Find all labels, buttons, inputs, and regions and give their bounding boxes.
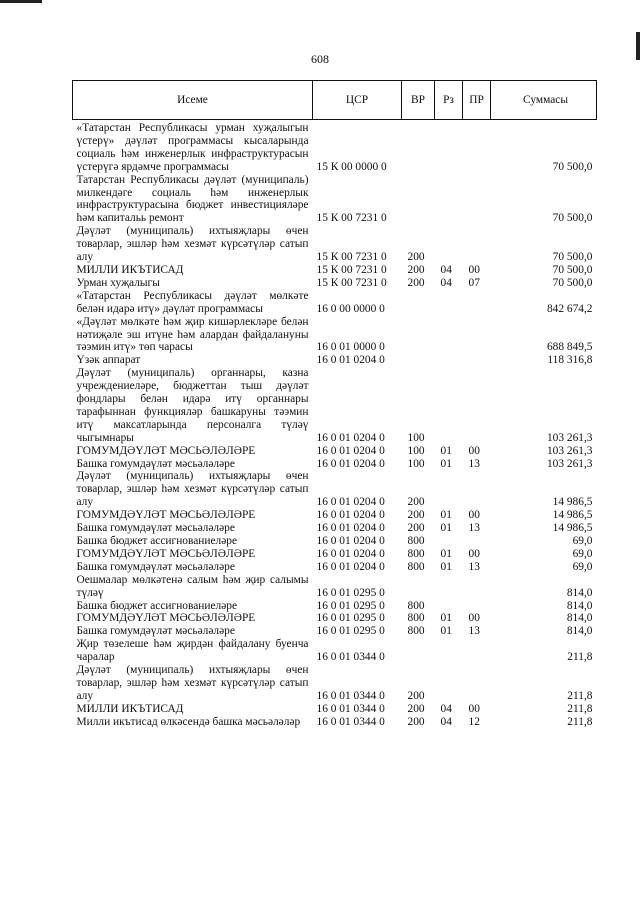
table-row bbox=[73, 290, 597, 316]
cell-vr: 200 bbox=[407, 522, 425, 535]
cell-name: Дәүләт (муниципаль) ихтыяҗлары өчен товарлар, эшләр һәм хезмәт күрсәтүләр сатып алу bbox=[76, 470, 309, 509]
cell-pr: 00 bbox=[468, 263, 480, 276]
cell-name: «Татарстан Республикасы дәүләт мөлкәте белән идарә итү» дәүләт программасы bbox=[76, 289, 309, 315]
cell-csr: 16 0 01 0344 0 bbox=[316, 715, 385, 728]
table-row bbox=[73, 225, 597, 264]
cell-sum: 118 316,8 bbox=[547, 354, 593, 367]
cell-rz bbox=[435, 535, 463, 548]
cell-sum: 69,0 bbox=[572, 547, 593, 560]
cell-pr bbox=[463, 174, 491, 226]
cell-pr bbox=[463, 290, 491, 316]
table-row bbox=[73, 354, 597, 367]
cell-csr: 16 0 01 0344 0 bbox=[316, 689, 385, 702]
cell-rz: 01 bbox=[440, 444, 452, 457]
cell-sum: 103 261,3 bbox=[546, 457, 593, 470]
cell-vr bbox=[402, 290, 435, 316]
cell-name: Башка гомумдәүләт мәсьәләләре bbox=[76, 522, 235, 535]
table-row bbox=[73, 638, 597, 664]
cell-sum: 211,8 bbox=[567, 702, 593, 715]
cell-rz bbox=[435, 174, 463, 226]
table-row bbox=[73, 264, 597, 277]
cell-pr: 00 bbox=[468, 509, 480, 522]
cell-vr: 200 bbox=[407, 702, 425, 715]
cell-csr: 16 0 01 0000 0 bbox=[316, 341, 385, 354]
cell-rz: 04 bbox=[440, 263, 452, 276]
cell-name: Дәүләт (муниципаль) ихтыяҗлары өчен товарлар, эшләр һәм хезмәт күрсәтүләр сатып алу bbox=[76, 664, 309, 702]
cell-sum: 103 261,3 bbox=[546, 431, 593, 444]
cell-rz bbox=[435, 638, 463, 664]
cell-vr bbox=[402, 316, 435, 355]
cell-pr: 13 bbox=[468, 560, 480, 573]
cell-rz bbox=[435, 316, 463, 355]
cell-vr: 800 bbox=[407, 560, 425, 573]
cell-vr: 200 bbox=[407, 509, 425, 522]
cell-name: «Татарстан Республикасы урман хуҗалыгын үстерү» дәүләт программасы кысаларында социаль һәм инженерлык инфраструктурасын үстерүгә ярдәмче программасы bbox=[76, 122, 309, 173]
cell-rz: 01 bbox=[440, 612, 452, 625]
cell-pr: 12 bbox=[468, 715, 480, 728]
cell-csr: 16 0 01 0295 0 bbox=[316, 599, 385, 612]
cell-csr: 16 0 01 0344 0 bbox=[316, 702, 385, 715]
cell-vr bbox=[402, 120, 435, 174]
table-row bbox=[73, 548, 597, 561]
header-csr: ЦСР bbox=[313, 81, 402, 120]
cell-vr: 800 bbox=[407, 535, 425, 547]
cell-csr: 15 К 00 7231 0 bbox=[316, 263, 387, 276]
cell-name: МИЛЛИ ИКЪТИСАД bbox=[76, 702, 184, 715]
cell-pr bbox=[463, 664, 491, 703]
table-row bbox=[73, 522, 597, 535]
cell-name: Дәүләт (муниципаль) органнары, казна учреждениеләре, бюджеттан тыш дәүләт фондлары белән идарә итү органнары тарафыннан функцияләр башкаруны тәэмин итү максатларында персоналга түләү чыгымнары bbox=[76, 367, 309, 444]
cell-csr: 16 0 01 0344 0 bbox=[316, 651, 385, 664]
table-row bbox=[73, 277, 597, 290]
header-sum: Суммасы bbox=[491, 81, 597, 120]
scan-corner-mark bbox=[0, 0, 42, 3]
cell-pr: 07 bbox=[468, 276, 480, 289]
cell-vr: 800 bbox=[407, 625, 425, 638]
cell-csr: 16 0 01 0204 0 bbox=[316, 496, 385, 509]
cell-name: «Дәүләт мөлкәте һәм җир кишәрлекләре белән нәтиҗәле эш итүне һәм алардан файдалануны тәэмин итү» төп чарасы bbox=[76, 315, 309, 354]
cell-sum: 70 500,0 bbox=[552, 251, 593, 264]
cell-csr: 15 К 00 7231 0 bbox=[316, 251, 387, 264]
cell-rz: 04 bbox=[440, 715, 452, 728]
table-row bbox=[73, 316, 597, 355]
page-number: 608 bbox=[311, 52, 329, 66]
cell-pr bbox=[463, 120, 491, 174]
cell-rz: 01 bbox=[440, 509, 452, 522]
cell-vr bbox=[402, 174, 435, 226]
cell-rz bbox=[435, 225, 463, 264]
cell-csr: 16 0 01 0295 0 bbox=[316, 625, 385, 638]
cell-name: Җир төзелеше һәм җирдән файдалану буенча чаралар bbox=[76, 638, 309, 664]
cell-name: ГОМУМДӘҮЛӘТ МӘСЬӘЛӘЛӘРЕ bbox=[76, 612, 256, 625]
cell-rz bbox=[435, 664, 463, 703]
cell-pr bbox=[463, 638, 491, 664]
cell-rz: 01 bbox=[440, 547, 452, 560]
budget-table bbox=[72, 80, 597, 729]
cell-rz bbox=[435, 574, 463, 600]
cell-name: Башка гомумдәүләт мәсьәләләре bbox=[76, 457, 235, 470]
cell-name: Башка бюджет ассигнованиеләре bbox=[76, 535, 238, 547]
cell-rz bbox=[435, 290, 463, 316]
cell-sum: 69,0 bbox=[572, 535, 593, 547]
cell-sum: 14 986,5 bbox=[552, 509, 593, 522]
cell-csr: 16 0 01 0204 0 bbox=[316, 354, 385, 367]
cell-pr: 13 bbox=[468, 522, 480, 535]
cell-pr: 00 bbox=[468, 612, 480, 625]
cell-vr: 200 bbox=[407, 715, 425, 728]
cell-rz bbox=[435, 600, 463, 613]
header-name: Исеме bbox=[73, 81, 313, 120]
cell-sum: 70 500,0 bbox=[552, 212, 593, 225]
cell-vr: 800 bbox=[407, 547, 425, 560]
cell-rz: 04 bbox=[440, 702, 452, 715]
cell-sum: 69,0 bbox=[572, 560, 593, 573]
cell-csr: 16 0 01 0295 0 bbox=[316, 612, 385, 625]
cell-csr: 16 0 01 0204 0 bbox=[316, 444, 385, 457]
table-row bbox=[73, 716, 597, 729]
cell-sum: 14 986,5 bbox=[552, 522, 593, 535]
cell-sum: 842 674,2 bbox=[546, 302, 593, 315]
table-row bbox=[73, 600, 597, 613]
cell-pr bbox=[463, 225, 491, 264]
cell-name: Башка бюджет ассигнованиеләре bbox=[76, 599, 238, 612]
cell-sum: 211,8 bbox=[567, 689, 593, 702]
cell-vr bbox=[402, 638, 435, 664]
cell-sum: 814,0 bbox=[566, 612, 593, 625]
header-rz: Рз bbox=[435, 81, 463, 120]
cell-pr bbox=[463, 535, 491, 548]
cell-name: ГОМУМДӘҮЛӘТ МӘСЬӘЛӘЛӘРЕ bbox=[76, 444, 256, 457]
cell-name: ГОМУМДӘҮЛӘТ МӘСЬӘЛӘЛӘРЕ bbox=[76, 509, 256, 522]
cell-csr: 15 К 00 0000 0 bbox=[316, 160, 387, 173]
table-row bbox=[73, 509, 597, 522]
cell-sum: 814,0 bbox=[566, 599, 593, 612]
table-row bbox=[73, 367, 597, 444]
cell-vr: 100 bbox=[407, 431, 425, 444]
table-row bbox=[73, 445, 597, 458]
cell-csr: 16 0 01 0204 0 bbox=[316, 522, 385, 535]
cell-sum: 70 500,0 bbox=[552, 160, 593, 173]
cell-rz bbox=[435, 470, 463, 509]
cell-pr: 00 bbox=[468, 444, 480, 457]
cell-sum: 103 261,3 bbox=[546, 444, 593, 457]
cell-csr: 16 0 01 0295 0 bbox=[316, 586, 385, 599]
cell-csr: 15 К 00 7231 0 bbox=[316, 276, 387, 289]
table-row bbox=[73, 470, 597, 509]
cell-sum: 70 500,0 bbox=[552, 263, 593, 276]
table-row bbox=[73, 612, 597, 625]
cell-pr bbox=[463, 354, 491, 367]
cell-name: Татарстан Республикасы дәүләт (муниципаль) милкендәге социаль һәм инженерлык инфраструктурасына бюджет инвестицияләре һәм капитальь ремонт bbox=[76, 173, 309, 225]
cell-csr: 16 0 01 0204 0 bbox=[316, 547, 385, 560]
table-row bbox=[73, 120, 597, 174]
cell-pr bbox=[463, 600, 491, 613]
cell-vr: 200 bbox=[407, 251, 425, 264]
cell-pr: 00 bbox=[468, 547, 480, 560]
cell-sum: 814,0 bbox=[566, 586, 593, 599]
cell-rz: 01 bbox=[440, 522, 452, 535]
cell-rz: 01 bbox=[440, 457, 452, 470]
cell-rz: 01 bbox=[440, 560, 452, 573]
table-row bbox=[73, 458, 597, 471]
cell-vr: 100 bbox=[407, 444, 425, 457]
cell-vr: 200 bbox=[407, 496, 425, 509]
cell-rz: 04 bbox=[440, 276, 452, 289]
cell-sum: 14 986,5 bbox=[552, 496, 593, 509]
cell-pr bbox=[463, 470, 491, 509]
cell-vr bbox=[402, 354, 435, 367]
table-row bbox=[73, 664, 597, 703]
cell-name: МИЛЛИ ИКЪТИСАД bbox=[76, 263, 184, 276]
table-row bbox=[73, 574, 597, 600]
cell-sum: 70 500,0 bbox=[552, 276, 593, 289]
cell-name: Башка гомумдәүләт мәсьәләләре bbox=[76, 560, 235, 573]
cell-rz bbox=[435, 354, 463, 367]
cell-vr: 200 bbox=[407, 276, 425, 289]
cell-name: Башка гомумдәүләт мәсьәләләре bbox=[76, 625, 235, 638]
cell-vr: 800 bbox=[407, 599, 425, 612]
cell-pr: 00 bbox=[468, 702, 480, 715]
header-vr: ВР bbox=[402, 81, 435, 120]
cell-vr: 800 bbox=[407, 612, 425, 625]
cell-csr: 16 0 01 0204 0 bbox=[316, 535, 385, 547]
cell-rz bbox=[435, 367, 463, 444]
cell-pr bbox=[463, 367, 491, 444]
cell-vr bbox=[402, 574, 435, 600]
cell-csr: 16 0 01 0204 0 bbox=[316, 457, 385, 470]
cell-pr bbox=[463, 316, 491, 355]
cell-pr: 13 bbox=[468, 457, 480, 470]
cell-name: Милли икътисад өлкәсендә башка мәсьәләләр bbox=[76, 715, 301, 728]
cell-pr: 13 bbox=[468, 625, 480, 638]
cell-name: Урман хуҗалыгы bbox=[76, 276, 160, 289]
cell-csr: 16 0 01 0204 0 bbox=[316, 431, 385, 444]
header-pr: ПР bbox=[463, 81, 491, 120]
cell-vr: 200 bbox=[407, 263, 425, 276]
cell-csr: 16 0 00 0000 0 bbox=[316, 302, 385, 315]
cell-rz: 01 bbox=[440, 625, 452, 638]
cell-pr bbox=[463, 574, 491, 600]
cell-csr: 15 К 00 7231 0 bbox=[316, 212, 387, 225]
cell-sum: 688 849,5 bbox=[546, 341, 593, 354]
cell-name: Оешмалар мөлкәтенә салым һәм җир салымы түләү bbox=[76, 573, 309, 599]
cell-sum: 814,0 bbox=[566, 625, 593, 638]
table-row bbox=[73, 703, 597, 716]
table-header-row bbox=[73, 81, 597, 120]
table-row bbox=[73, 535, 597, 548]
table-row bbox=[73, 625, 597, 638]
cell-name: Дәүләт (муниципаль) ихтыяҗлары өчен товарлар, эшләр һәм хезмәт күрсәтүләр сатып алу bbox=[76, 225, 309, 264]
cell-rz bbox=[435, 120, 463, 174]
table-row bbox=[73, 561, 597, 574]
cell-sum: 211,8 bbox=[567, 651, 593, 664]
table-body bbox=[73, 120, 597, 729]
cell-name: ГОМУМДӘҮЛӘТ МӘСЬӘЛӘЛӘРЕ bbox=[76, 547, 256, 560]
table-row bbox=[73, 174, 597, 226]
cell-sum: 211,8 bbox=[567, 715, 593, 728]
cell-csr: 16 0 01 0204 0 bbox=[316, 509, 385, 522]
cell-name: Үзәк аппарат bbox=[76, 354, 141, 367]
cell-csr: 16 0 01 0204 0 bbox=[316, 560, 385, 573]
cell-vr: 100 bbox=[407, 457, 425, 470]
cell-vr: 200 bbox=[407, 689, 425, 702]
